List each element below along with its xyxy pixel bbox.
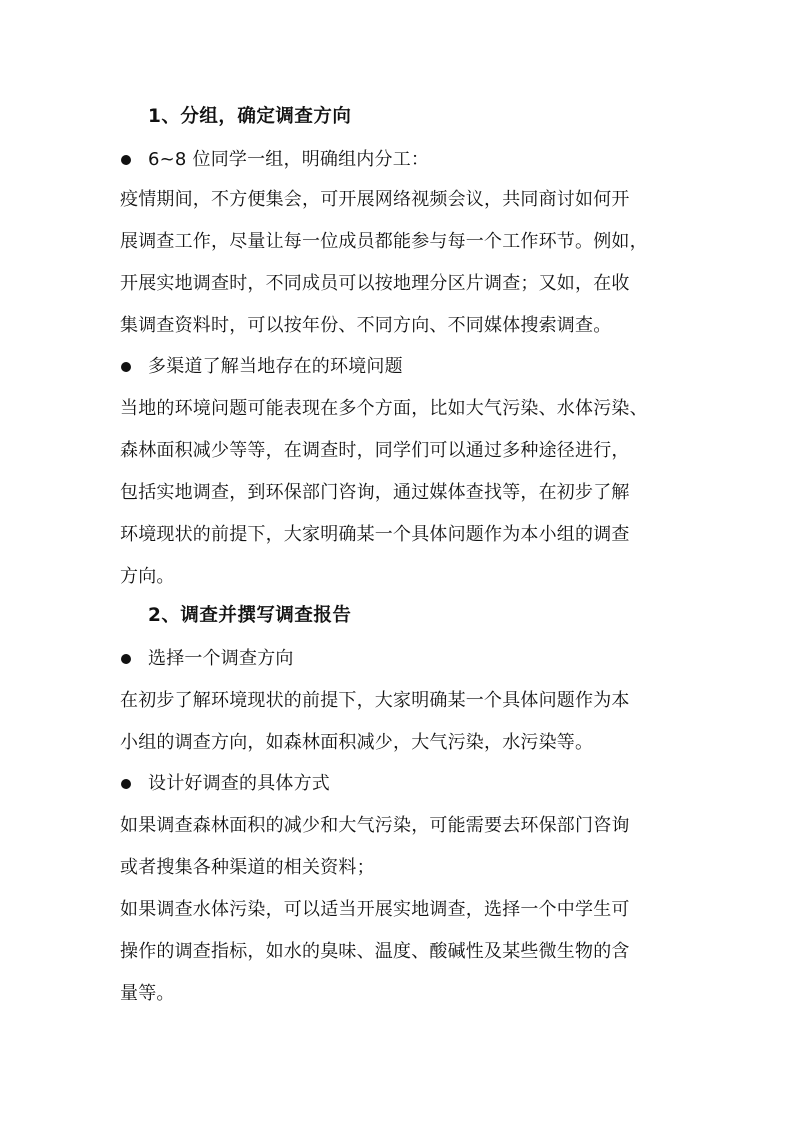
paragraph-line: 展调查工作，尽量让每一位成员都能参与每一个工作环节。例如， bbox=[120, 231, 648, 252]
paragraph-line: 环境现状的前提下，大家明确某一个具体问题作为本小组的调查 bbox=[120, 524, 630, 545]
bullet-dot-icon bbox=[121, 779, 131, 789]
bullet-design-method: 设计好调查的具体方式 bbox=[148, 773, 330, 794]
section-heading-report: 2、调查并撰写调查报告 bbox=[148, 605, 352, 626]
paragraph-line: 或者搜集各种渠道的相关资料； bbox=[120, 857, 375, 878]
paragraph-line: 操作的调查指标，如水的臭味、温度、酸碱性及某些微生物的含 bbox=[120, 941, 630, 962]
bullet-dot-icon bbox=[121, 654, 131, 664]
paragraph-line: 方向。 bbox=[120, 566, 175, 587]
paragraph-line: 小组的调查方向，如森林面积减少，大气污染，水污染等。 bbox=[120, 732, 594, 753]
paragraph-line: 在初步了解环境现状的前提下，大家明确某一个具体问题作为本 bbox=[120, 690, 630, 711]
paragraph-line: 当地的环境问题可能表现在多个方面，比如大气污染、水体污染、 bbox=[120, 398, 648, 419]
bullet-choose-direction: 选择一个调查方向 bbox=[148, 648, 294, 669]
paragraph-line: 如果调查水体污染，可以适当开展实地调查，选择一个中学生可 bbox=[120, 899, 630, 920]
section-heading-grouping: 1、分组，确定调查方向 bbox=[148, 106, 352, 127]
bullet-environment-problems: 多渠道了解当地存在的环境问题 bbox=[148, 356, 403, 377]
paragraph-line: 集调查资料时，可以按年份、不同方向、不同媒体搜索调查。 bbox=[120, 315, 612, 336]
paragraph-line: 开展实地调查时，不同成员可以按地理分区片调查；又如，在收 bbox=[120, 273, 630, 294]
paragraph-line: 如果调查森林面积的减少和大气污染，可能需要去环保部门咨询 bbox=[120, 815, 630, 836]
paragraph-line: 包括实地调查，到环保部门咨询，通过媒体查找等，在初步了解 bbox=[120, 482, 630, 503]
paragraph-line: 量等。 bbox=[120, 983, 175, 1004]
paragraph-line: 森林面积减少等等，在调查时，同学们可以通过多种途径进行， bbox=[120, 440, 630, 461]
paragraph-line: 疫情期间，不方便集会，可开展网络视频会议，共同商讨如何开 bbox=[120, 189, 630, 210]
bullet-dot-icon bbox=[121, 155, 131, 165]
bullet-group-size: 6~8 位同学一组，明确组内分工： bbox=[148, 149, 430, 170]
bullet-dot-icon bbox=[121, 362, 131, 372]
